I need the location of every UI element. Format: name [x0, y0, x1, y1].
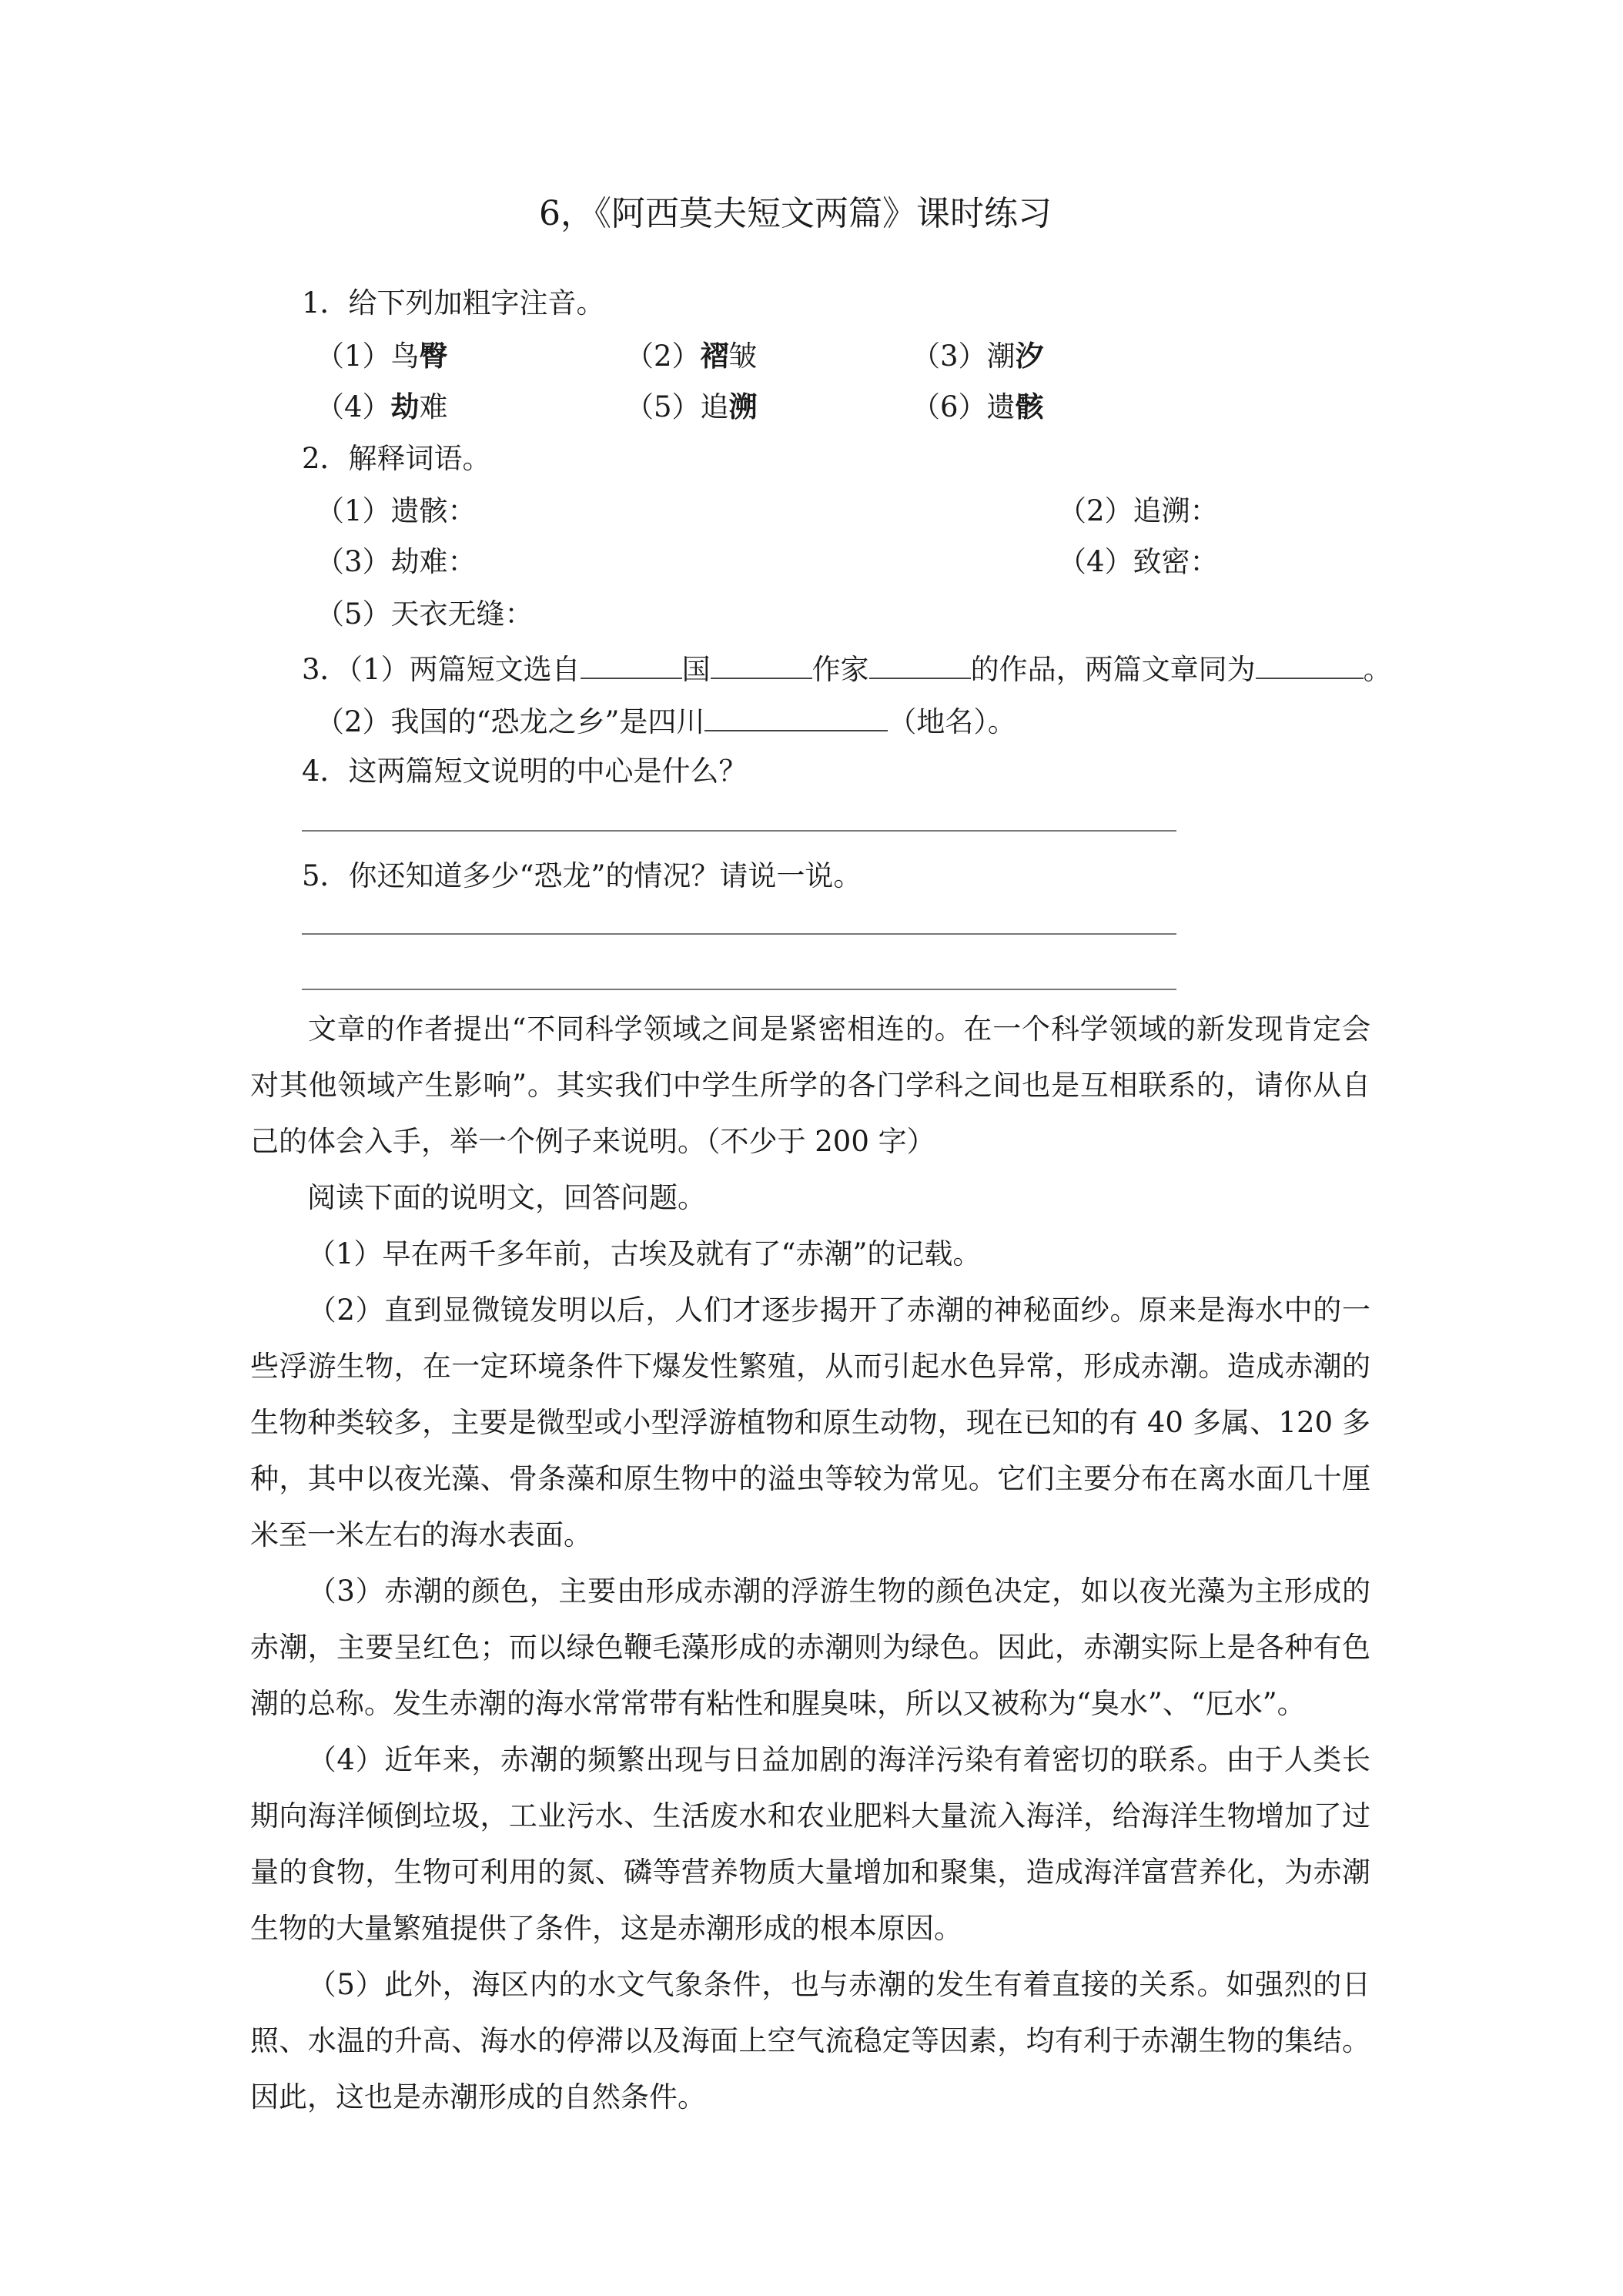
answer-line[interactable]: [302, 989, 1176, 990]
item-text: 鸟: [390, 340, 420, 373]
answer-blank[interactable]: [581, 650, 682, 679]
bold-char: 褶: [700, 339, 729, 373]
answer-blank[interactable]: [711, 650, 812, 679]
item-text: 追: [700, 390, 729, 423]
passage-paragraph-2: [250, 1282, 1370, 1563]
q3-text: （2）我国的“恐龙之乡”是四川: [316, 705, 705, 738]
paragraph-text: （5）此外，海区内的水文气象条件，也与赤潮的发生有着直接的关系。如强烈的日照、水温的升高、海水的停滞以及海面上空气流稳定等因素，均有利于赤潮生物的集结。因此，这也是赤潮形成的自然条件。: [250, 1968, 1370, 2114]
paragraph-text: （3）赤潮的颜色，主要由形成赤潮的浮游生物的颜色决定，如以夜光藻为主形成的赤潮，主要呈红色；而以绿色鞭毛藻形成的赤潮则为绿色。因此，赤潮实际上是各种有色潮的总称。发生赤潮的海水常常带有粘性和腥臭味，所以又被称为“臭水”、“厄水”。: [250, 1575, 1370, 1720]
q1-stem: 1．给下列加粗字注音。: [302, 286, 605, 320]
q3-part2: [316, 702, 1016, 739]
q1-item-5: [625, 390, 758, 424]
passage-paragraph-3: [250, 1563, 1370, 1732]
q2-item-1: （1）遗骸：: [316, 494, 477, 527]
q2-item-3: （3）劫难：: [316, 545, 477, 578]
answer-line[interactable]: [302, 830, 1176, 832]
q5-stem: 5．你还知道多少“恐龙”的情况？请说一说。: [302, 859, 862, 892]
answer-blank[interactable]: [869, 650, 971, 679]
paragraph-text: （2）直到显微镜发明以后，人们才逐步揭开了赤潮的神秘面纱。原来是海水中的一些浮游生物，在一定环境条件下爆发性繁殖，从而引起水色异常，形成赤潮。造成赤潮的生物种类较多，主要是微型或小型浮游植物和原生动物，现在已知的有 40 多属、120 多种，其中以夜光藻、骨条藻和原生物中的溢虫等较为常见。它们主要分布在离水面几十厘米至一米左右的海水表面。: [250, 1294, 1370, 1551]
q3-text: 的作品，两篇文章同为: [970, 653, 1256, 686]
q1-item-1: [316, 339, 448, 373]
q3-text: 。: [1363, 653, 1392, 686]
answer-blank[interactable]: [1256, 650, 1364, 679]
q3-text: 国: [681, 653, 711, 686]
q3-part1: [302, 650, 1392, 687]
q2-stem: 2．解释词语。: [302, 442, 491, 475]
q2-item-2: （2）追溯：: [1058, 494, 1219, 527]
q1-item-4: [316, 390, 448, 424]
passage-paragraph-5: [250, 1956, 1370, 2125]
q3-text: 作家: [812, 653, 869, 686]
item-text: 皱: [728, 340, 758, 373]
item-number: （4）: [316, 390, 391, 423]
q2-item-4: （4）致密：: [1058, 545, 1219, 578]
item-text: 遗: [986, 390, 1016, 423]
bold-char: 臀: [419, 339, 448, 373]
item-text: 潮: [986, 340, 1016, 373]
item-number: （2）: [625, 340, 701, 373]
q1-item-3: [912, 339, 1044, 373]
answer-line[interactable]: [302, 933, 1176, 935]
essay-prompt: [250, 1001, 1370, 1170]
item-text: 难: [419, 390, 448, 423]
q1-item-6: [912, 390, 1044, 424]
bold-char: 骸: [1015, 390, 1044, 423]
paragraph-text: （4）近年来，赤潮的频繁出现与日益加剧的海洋污染有着密切的联系。由于人类长期向海洋倾倒垃圾，工业污水、生活废水和农业肥料大量流入海洋，给海洋生物增加了过量的食物，生物可利用的氮、磷等营养物质大量增加和聚集，造成海洋富营养化，为赤潮生物的大量繁殖提供了条件，这是赤潮形成的根本原因。: [250, 1743, 1370, 1945]
q4-stem: 4．这两篇短文说明的中心是什么？: [302, 755, 748, 788]
reading-intro: [250, 1170, 1370, 1226]
q1-item-2: [625, 339, 758, 373]
item-number: （5）: [625, 390, 701, 423]
q2-item-5: （5）天衣无缝：: [316, 597, 534, 631]
item-number: （1）: [316, 340, 391, 373]
essay-text: 文章的作者提出“不同科学领域之间是紧密相连的。在一个科学领域的新发现肯定会对其他领域产生影响”。其实我们中学生所学的各门学科之间也是互相联系的，请你从自己的体会入手，举一个例子来说明。（不少于 200 字）: [250, 1012, 1370, 1158]
bold-char: 汐: [1015, 339, 1044, 373]
q3-text: 3．（1）两篇短文选自: [302, 653, 581, 686]
passage-paragraph-4: [250, 1732, 1370, 1956]
page-title: 6，《阿西莫夫短文两篇》课时练习: [539, 194, 1052, 233]
paragraph-text: （1）早在两千多年前，古埃及就有了“赤潮”的记载。: [307, 1237, 982, 1270]
q3-text: （地名）。: [888, 705, 1016, 738]
bold-char: 溯: [728, 390, 758, 423]
item-number: （6）: [912, 390, 987, 423]
answer-blank[interactable]: [704, 702, 888, 731]
reading-intro-text: 阅读下面的说明文，回答问题。: [307, 1181, 706, 1214]
passage-paragraph-1: [250, 1226, 1370, 1282]
item-number: （3）: [912, 340, 987, 373]
bold-char: 劫: [390, 390, 420, 423]
